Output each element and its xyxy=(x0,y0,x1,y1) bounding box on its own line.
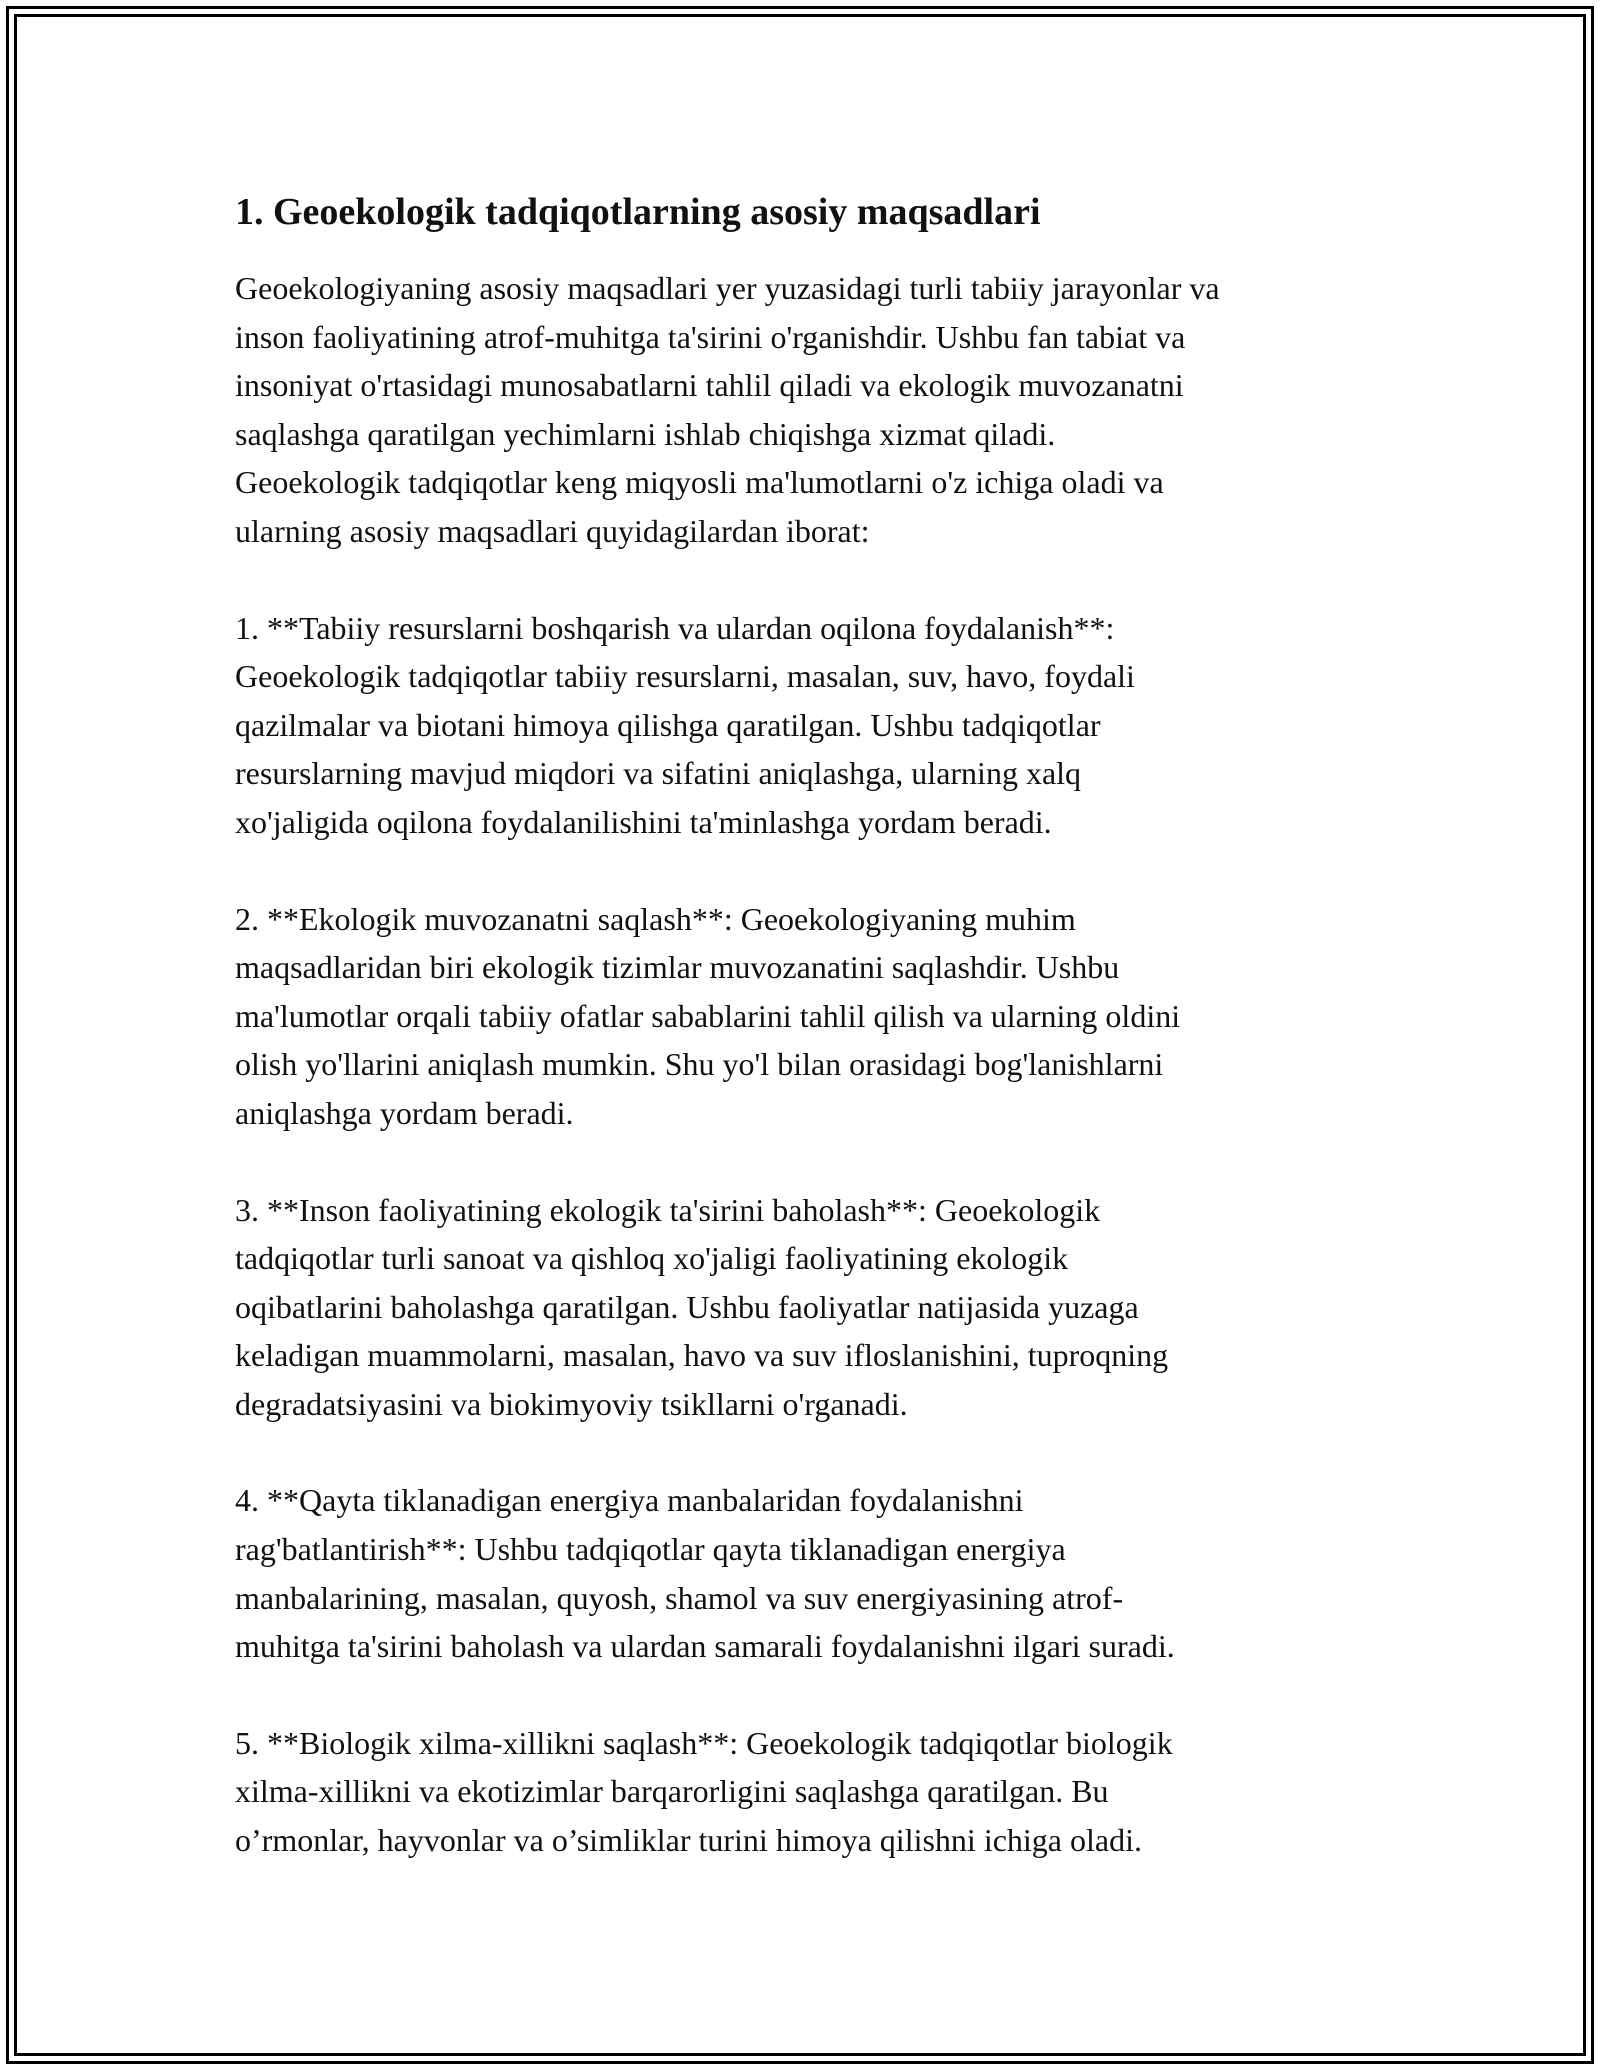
list-item-4 xyxy=(235,1476,1375,1670)
text-line: 1. **Tabiiy resurslarni boshqarish va ulardan oqilona foydalanish**: xyxy=(235,609,1115,646)
text-line: keladigan muammolarni, masalan, havo va suv ifloslanishini, tuproqning xyxy=(235,1337,1169,1374)
text-line: o’rmonlar, hayvonlar va o’simliklar turini himoya qilishni ichiga oladi. xyxy=(235,1822,1142,1859)
text-line: 5. **Biologik xilma-xillikni saqlash**: Geoekologik tadqiqotlar biologik xyxy=(235,1724,1173,1761)
text-line: xo'jaligida oqilona foydalanilishini ta'minlashga yordam beradi. xyxy=(235,803,1052,840)
text-line: Geoekologiyaning asosiy maqsadlari yer yuzasidagi turli tabiiy jarayonlar va xyxy=(235,270,1220,306)
text-line: aniqlashga yordam beradi. xyxy=(235,1094,574,1131)
text-line: 4. **Qayta tiklanadigan energiya manbalaridan foydalanishni xyxy=(235,1482,1024,1519)
text-line: Geoekologik tadqiqotlar keng miqyosli ma'lumotlarni o'z ichiga oladi va xyxy=(235,464,1164,501)
document-body xyxy=(235,184,1375,1913)
text-line: ularning asosiy maqsadlari quyidagilardan iborat: xyxy=(235,512,870,549)
text-line: Geoekologik tadqiqotlar tabiiy resurslarni, masalan, suv, havo, foydali xyxy=(235,658,1135,695)
text-line: 3. **Inson faoliyatining ekologik ta'sirini baholash**: Geoekologik xyxy=(235,1191,1101,1228)
text-line: xilma-xillikni va ekotizimlar barqarorligini saqlashga qaratilgan. Bu xyxy=(235,1773,1109,1810)
document-title: 1. Geoekologik tadqiqotlarning asosiy maqsadlari xyxy=(235,191,1041,233)
text-line: tadqiqotlar turli sanoat va qishloq xo'jaligi faoliyatining ekologik xyxy=(235,1240,1069,1277)
text-line: 2. **Ekologik muvozanatni saqlash**: Geoekologiyaning muhim xyxy=(235,900,1076,937)
list-item-2 xyxy=(235,895,1375,1138)
text-line: qazilmalar va biotani himoya qilishga qaratilgan. Ushbu tadqiqotlar xyxy=(235,706,1101,743)
text-line: inson faoliyatining atrof-muhitga ta'sirini o'rganishdir. Ushbu fan tabiat va xyxy=(235,318,1186,355)
text-line: muhitga ta'sirini baholash va ulardan samarali foydalanishni ilgari suradi. xyxy=(235,1628,1175,1665)
text-line: maqsadlaridan biri ekologik tizimlar muvozanatini saqlashdir. Ushbu xyxy=(235,949,1120,986)
text-line: saqlashga qaratilgan yechimlarni ishlab chiqishga xizmat qiladi. xyxy=(235,415,1056,452)
text-line: insoniyat o'rtasidagi munosabatlarni tahlil qiladi va ekologik muvozanatni xyxy=(235,367,1184,404)
list-item-1 xyxy=(235,604,1375,847)
list-item-3 xyxy=(235,1186,1375,1429)
text-line: manbalarining, masalan, quyosh, shamol va suv energiyasining atrof- xyxy=(235,1579,1124,1616)
text-line: degradatsiyasini va biokimyoviy tsikllarni o'rganadi. xyxy=(235,1385,908,1422)
text-line: rag'batlantirish**: Ushbu tadqiqotlar qayta tiklanadigan energiya xyxy=(235,1531,1066,1568)
text-line: oqibatlarini baholashga qaratilgan. Ushbu faoliyatlar natijasida yuzaga xyxy=(235,1288,1139,1325)
intro-paragraph xyxy=(235,264,1375,556)
text-line: ma'lumotlar orqali tabiiy ofatlar sabablarini tahlil qilish va ularning oldini xyxy=(235,997,1181,1034)
list-item-5 xyxy=(235,1719,1375,1865)
text-line: olish yo'llarini aniqlash mumkin. Shu yo'l bilan orasidagi bog'lanishlarni xyxy=(235,1046,1164,1083)
text-line: resurslarning mavjud miqdori va sifatini aniqlashga, ularning xalq xyxy=(235,755,1082,792)
